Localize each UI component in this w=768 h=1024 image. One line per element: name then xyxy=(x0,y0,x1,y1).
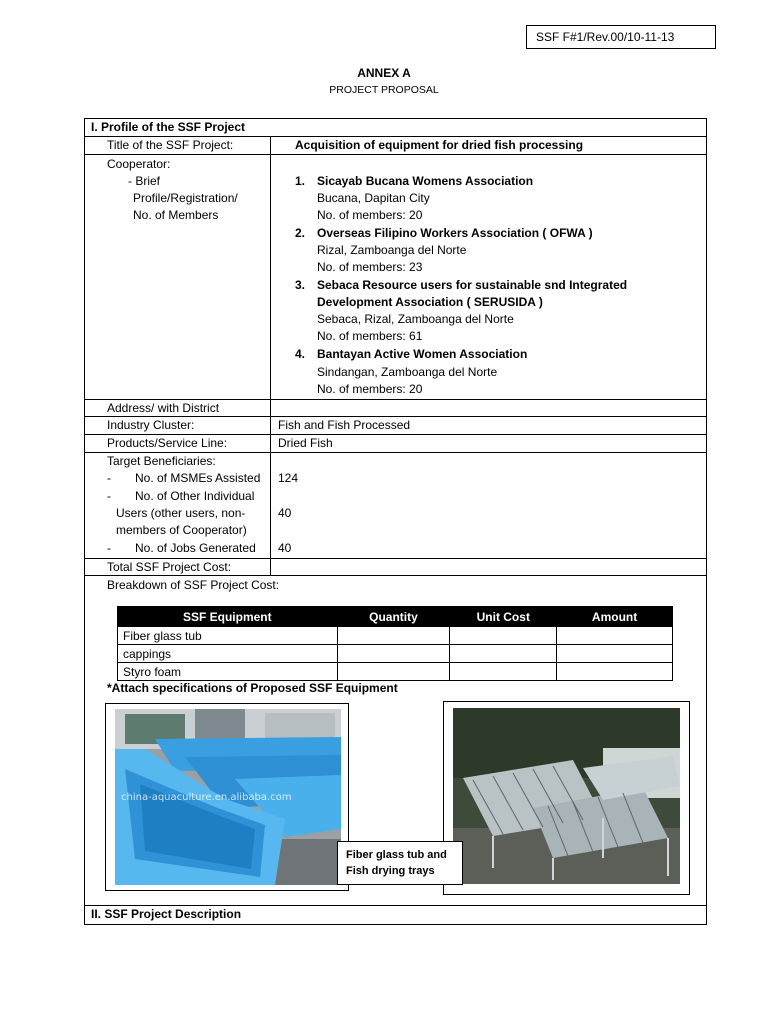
cooperator-name: Overseas Filipino Workers Association ( OFWA ) xyxy=(317,226,593,240)
drying-tray-photo xyxy=(453,708,680,884)
cooperator-number: 3. xyxy=(295,278,306,292)
industry-label: Industry Cluster: xyxy=(107,418,195,432)
attach-note: *Attach specifications of Proposed SSF Equipment xyxy=(107,681,398,695)
title-value: Acquisition of equipment for dried fish processing xyxy=(295,138,584,152)
breakdown-label: Breakdown of SSF Project Cost: xyxy=(107,578,280,592)
quantity-cell xyxy=(337,627,450,645)
table-row xyxy=(118,663,673,681)
column-divider xyxy=(270,136,271,575)
amount-cell xyxy=(557,645,673,663)
quantity-cell xyxy=(337,645,450,663)
unit-cost-cell xyxy=(450,645,557,663)
jobs-value: 40 xyxy=(278,541,292,555)
products-value: Dried Fish xyxy=(278,436,333,450)
cooperator-sublabel: Profile/Registration/ xyxy=(133,191,238,205)
fiberglass-tub-photo-frame xyxy=(105,703,349,891)
column-header: Amount xyxy=(557,607,673,627)
column-header: Quantity xyxy=(337,607,450,627)
row-divider xyxy=(84,154,707,155)
industry-value: Fish and Fish Processed xyxy=(278,418,411,432)
cooperator-name-continued: Development Association ( SERUSIDA ) xyxy=(317,295,543,309)
photo-watermark: china-aquaculture.en.alibaba.com xyxy=(121,792,292,803)
cooperator-address: Sebaca, Rizal, Zamboanga del Norte xyxy=(317,312,514,326)
table-row xyxy=(118,627,673,645)
other-users-label: members of Cooperator) xyxy=(116,523,247,537)
cooperator-members: No. of members: 20 xyxy=(317,208,423,222)
project-proposal-subtitle: PROJECT PROPOSAL xyxy=(329,84,439,96)
cooperator-name: Sicayab Bucana Womens Association xyxy=(317,174,534,188)
photo-caption xyxy=(337,841,463,885)
equipment-name-cell: cappings xyxy=(118,645,338,663)
fiberglass-tub-photo xyxy=(115,709,341,885)
cooperator-sublabel: No. of Members xyxy=(133,208,219,222)
caption-line: Fish drying trays xyxy=(346,865,435,877)
section-2-heading: II. SSF Project Description xyxy=(91,907,242,921)
cooperator-name: Sebaca Resource users for sustainable snd Integrated xyxy=(317,278,628,292)
equipment-table xyxy=(117,606,673,681)
cooperator-address: Rizal, Zamboanga del Norte xyxy=(317,243,467,257)
total-cost-label: Total SSF Project Cost: xyxy=(107,560,232,574)
equipment-name-cell: Styro foam xyxy=(118,663,338,681)
cooperator-address: Sindangan, Zamboanga del Norte xyxy=(317,365,498,379)
column-header: Unit Cost xyxy=(450,607,557,627)
other-users-label: No. of Other Individual xyxy=(135,489,255,503)
equipment-table-header xyxy=(118,607,673,627)
products-label: Products/Service Line: xyxy=(107,436,228,450)
quantity-cell xyxy=(337,663,450,681)
cooperator-members: No. of members: 61 xyxy=(317,329,423,343)
equipment-name-cell: Fiber glass tub xyxy=(118,627,338,645)
cooperator-number: 2. xyxy=(295,226,306,240)
table-row xyxy=(118,645,673,663)
caption-line: Fiber glass tub and xyxy=(346,849,447,861)
annex-title: ANNEX A xyxy=(357,66,411,80)
cooperator-number: 1. xyxy=(295,174,306,188)
unit-cost-cell xyxy=(450,627,557,645)
list-dash: - xyxy=(107,541,111,555)
drying-tray-photo-frame xyxy=(443,701,690,895)
list-dash: - xyxy=(107,489,111,503)
other-users-value: 40 xyxy=(278,506,292,520)
other-users-label: Users (other users, non- xyxy=(116,506,246,520)
section-1-heading: I. Profile of the SSF Project xyxy=(91,120,246,134)
title-label: Title of the SSF Project: xyxy=(107,138,234,152)
jobs-label: No. of Jobs Generated xyxy=(135,541,256,555)
cooperator-name: Bantayan Active Women Association xyxy=(317,347,528,361)
cooperator-sublabel: - Brief xyxy=(128,174,161,188)
amount-cell xyxy=(557,663,673,681)
beneficiaries-label: Target Beneficiaries: xyxy=(107,454,216,468)
cooperator-number: 4. xyxy=(295,347,306,361)
address-label: Address/ with District xyxy=(107,401,220,415)
list-dash: - xyxy=(107,471,111,485)
cooperator-members: No. of members: 20 xyxy=(317,382,423,396)
cooperator-label: Cooperator: xyxy=(107,157,171,171)
amount-cell xyxy=(557,627,673,645)
unit-cost-cell xyxy=(450,663,557,681)
msme-label: No. of MSMEs Assisted xyxy=(135,471,261,485)
cooperator-members: No. of members: 23 xyxy=(317,260,423,274)
form-code-box: SSF F#1/Rev.00/10-11-13 xyxy=(526,25,716,49)
msme-value: 124 xyxy=(278,471,299,485)
column-header: SSF Equipment xyxy=(118,607,338,627)
cooperator-address: Bucana, Dapitan City xyxy=(317,191,430,205)
